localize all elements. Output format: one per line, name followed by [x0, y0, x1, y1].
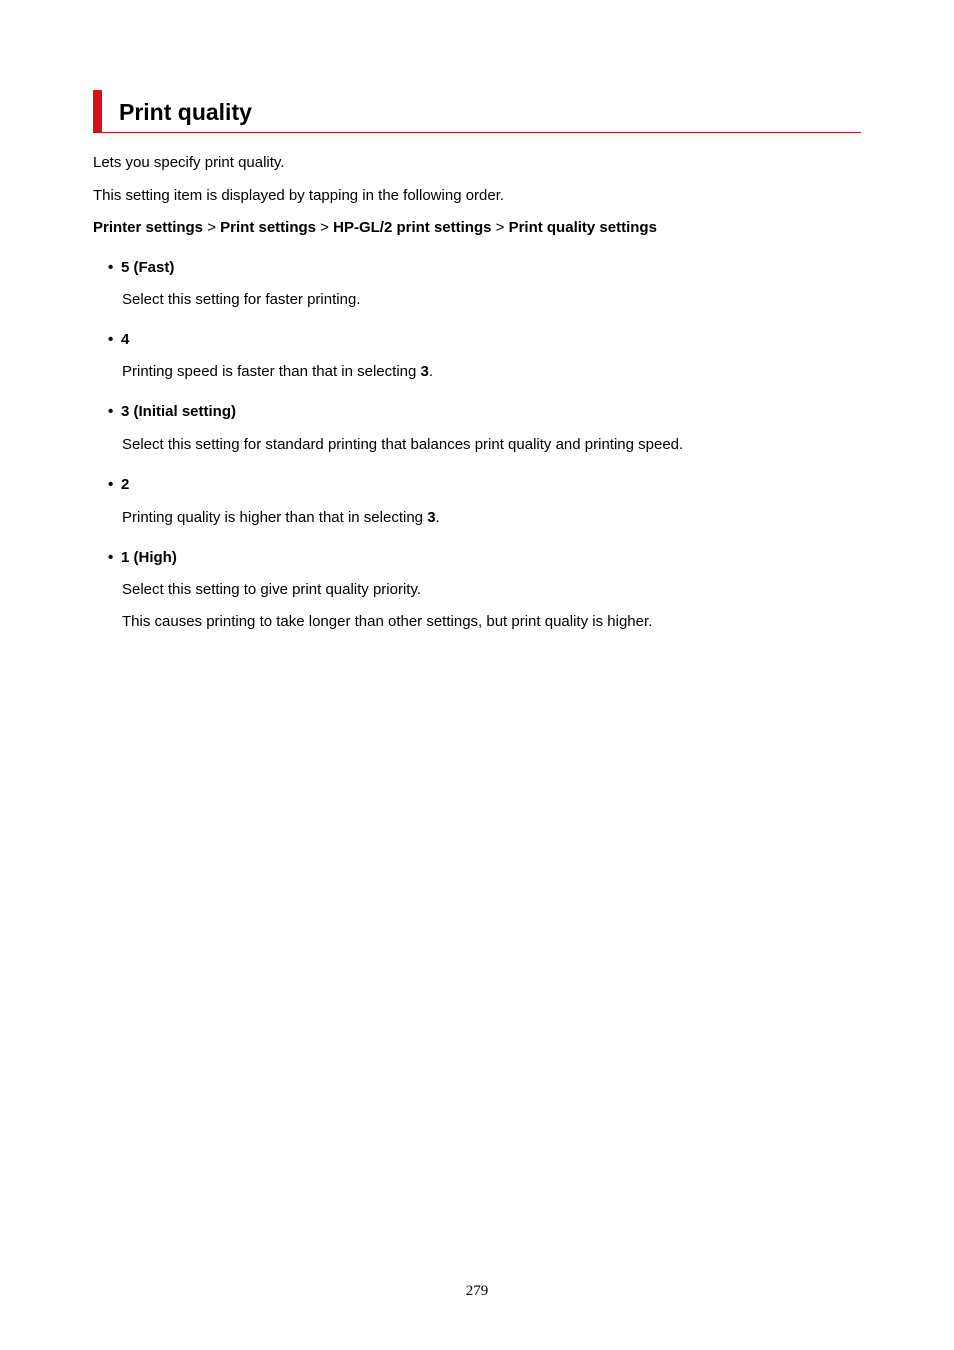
bullet-icon: •: [108, 331, 114, 348]
option-1-high: [108, 549, 177, 567]
section-heading: [93, 90, 861, 133]
breadcrumb-print-quality-settings: Print quality settings: [508, 219, 657, 236]
option-description-end: .: [428, 363, 434, 380]
option-label: 2: [121, 476, 130, 493]
heading-accent-bar: [93, 90, 102, 133]
breadcrumb-printer-settings: Printer settings: [93, 219, 204, 236]
bullet-icon: •: [108, 476, 114, 493]
option-label: 4: [121, 331, 130, 348]
breadcrumb: [93, 219, 657, 237]
breadcrumb-separator: >: [495, 219, 505, 236]
option-description: Select this setting for faster printing.: [122, 291, 361, 308]
option-label: 3 (Initial setting): [121, 403, 237, 420]
intro-order-text: This setting item is displayed by tapping in the following order.: [93, 187, 505, 204]
breadcrumb-print-settings: Print settings: [220, 219, 316, 236]
option-description: Select this setting for standard printing that balances print quality and printing speed.: [122, 436, 684, 453]
option-label: 1 (High): [121, 549, 177, 566]
option-description-text: Printing speed is faster than that in selecting: [122, 363, 421, 380]
option-description-value: 3: [420, 363, 429, 380]
bullet-icon: •: [108, 259, 114, 276]
option-4: [108, 331, 129, 349]
option-description: [122, 509, 440, 527]
option-description-text: Printing quality is higher than that in selecting: [122, 509, 428, 526]
option-label: 5 (Fast): [121, 259, 175, 276]
intro-text: Lets you specify print quality.: [93, 154, 285, 171]
bullet-icon: •: [108, 403, 114, 420]
option-2: [108, 476, 129, 494]
page-number: 279: [465, 1283, 489, 1299]
page-title: Print quality: [119, 99, 252, 125]
option-description-end: .: [435, 509, 440, 526]
option-description: [122, 363, 433, 381]
option-description-note: This causes printing to take longer than other settings, but print quality is higher.: [122, 613, 653, 630]
breadcrumb-separator: >: [320, 219, 329, 236]
option-3-initial: [108, 403, 236, 421]
option-5-fast: [108, 259, 174, 277]
option-description-value: 3: [427, 509, 436, 526]
breadcrumb-hpgl2-print-settings: HP-GL/2 print settings: [333, 219, 492, 236]
breadcrumb-separator: >: [207, 219, 216, 236]
option-description: Select this setting to give print quality priority.: [122, 581, 422, 598]
bullet-icon: •: [108, 549, 114, 566]
